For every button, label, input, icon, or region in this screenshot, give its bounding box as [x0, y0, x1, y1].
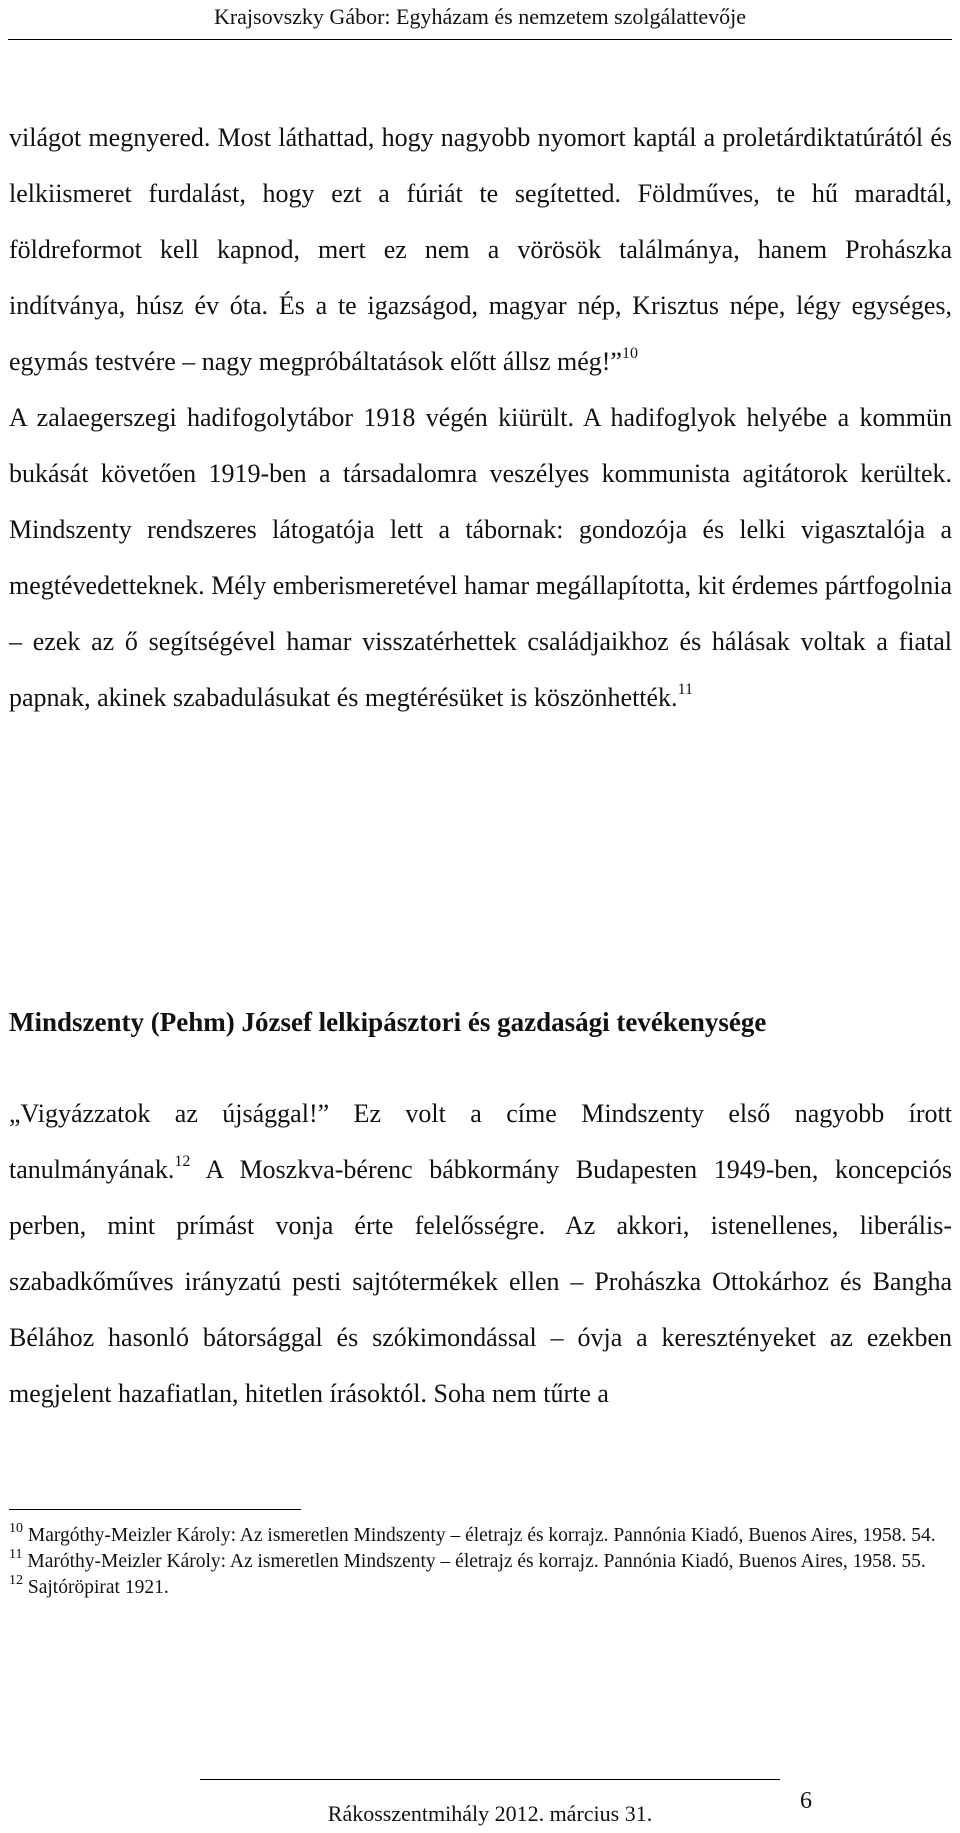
running-header: Krajsovszky Gábor: Egyházam és nemzetem szolgálattevője: [213, 4, 747, 29]
paragraph-3: [9, 1086, 952, 1422]
paragraph-2-text: A zalaegerszegi hadifogolytábor 1918 végén kiürült. A hadifoglyok helyébe a kommün bukását követően 1919-ben a társadalomra veszélyes kommunista agitátorok kerültek. Mindszenty rendszeres látogatója lett a tábornak: gondozója és lelki vigasztalója a megtévedetteknek. Mély emberismeretével hamar megállapította, kit érdemes pártfogolnia – ezek az ő segítségével hamar visszatérhettek családjaikhoz és hálásak voltak a fiatal papnak, akinek szabadulásukat és megtérésüket is köszönhették.: [9, 403, 952, 712]
page-number: 6: [800, 1788, 812, 1814]
footnote-10: [9, 1523, 952, 1548]
paragraph-1: [9, 110, 952, 390]
footer-place-date: Rákosszentmihály 2012. március 31.: [327, 1801, 653, 1826]
footnote-number: 11: [9, 1547, 23, 1562]
footnotes: [9, 1523, 952, 1601]
header-rule: [8, 39, 952, 40]
section-heading: Mindszenty (Pehm) József lelkipásztori és gazdasági tevékenysége: [9, 1007, 767, 1037]
footnote-number: 10: [9, 1521, 23, 1536]
paragraph-2: [9, 390, 952, 726]
section-body-text: [9, 1086, 952, 1422]
footnote-text: Sajtóröpirat 1921.: [23, 1577, 169, 1598]
paragraph-3-text-a: „Vigyázzatok az újsággal!” Ez volt a címe Mindszenty első nagyobb írott tanulmányának.: [9, 1099, 952, 1184]
footnote-11: [9, 1549, 952, 1574]
body-text: [9, 110, 952, 726]
footnote-12: [9, 1575, 952, 1600]
footer-rule: [200, 1779, 780, 1780]
footnote-ref-12[interactable]: 12: [174, 1153, 191, 1170]
footnote-text: Margóthy-Meizler Károly: Az ismeretlen Mindszenty – életrajz és korrajz. Pannónia Kiadó, Buenos Aires, 1958. 54.: [23, 1525, 936, 1546]
footnote-text: Maróthy-Meizler Károly: Az ismeretlen Mindszenty – életrajz és korrajz. Pannónia Kiadó, Buenos Aires, 1958. 55.: [22, 1551, 926, 1572]
footnote-number: 12: [9, 1573, 23, 1588]
footnote-ref-10[interactable]: 10: [621, 345, 638, 362]
paragraph-3-text-b: A Moszkva-bérenc bábkormány Budapesten 1949-ben, koncepciós perben, mint prímást vonja érte felelősségre. Az akkori, istenellenes, liberális-szabadkőműves irányzatú pesti sajtótermékek ellen – Prohászka Ottokárhoz és Bangha Bélához hasonló bátorsággal és szókimondással – óvja a keresztényeket az ezekben megjelent hazafiatlan, hitetlen írásoktól. Soha nem tűrte a: [9, 1155, 952, 1408]
paragraph-1-text: világot megnyered. Most láthattad, hogy nagyobb nyomort kaptál a proletárdiktatúrától és lelkiismeret furdalást, hogy ezt a fúriát te segítetted. Földműves, te hű maradtál, földreformot kell kapnod, mert ez nem a vörösök találmánya, hanem Prohászka indítványa, húsz év óta. És a te igazságod, magyar nép, Krisztus népe, légy egységes, egymás testvére – nagy megpróbáltatások előtt állsz még!”: [9, 123, 952, 376]
footnote-separator: [9, 1509, 301, 1510]
footnote-ref-11[interactable]: 11: [677, 681, 693, 698]
